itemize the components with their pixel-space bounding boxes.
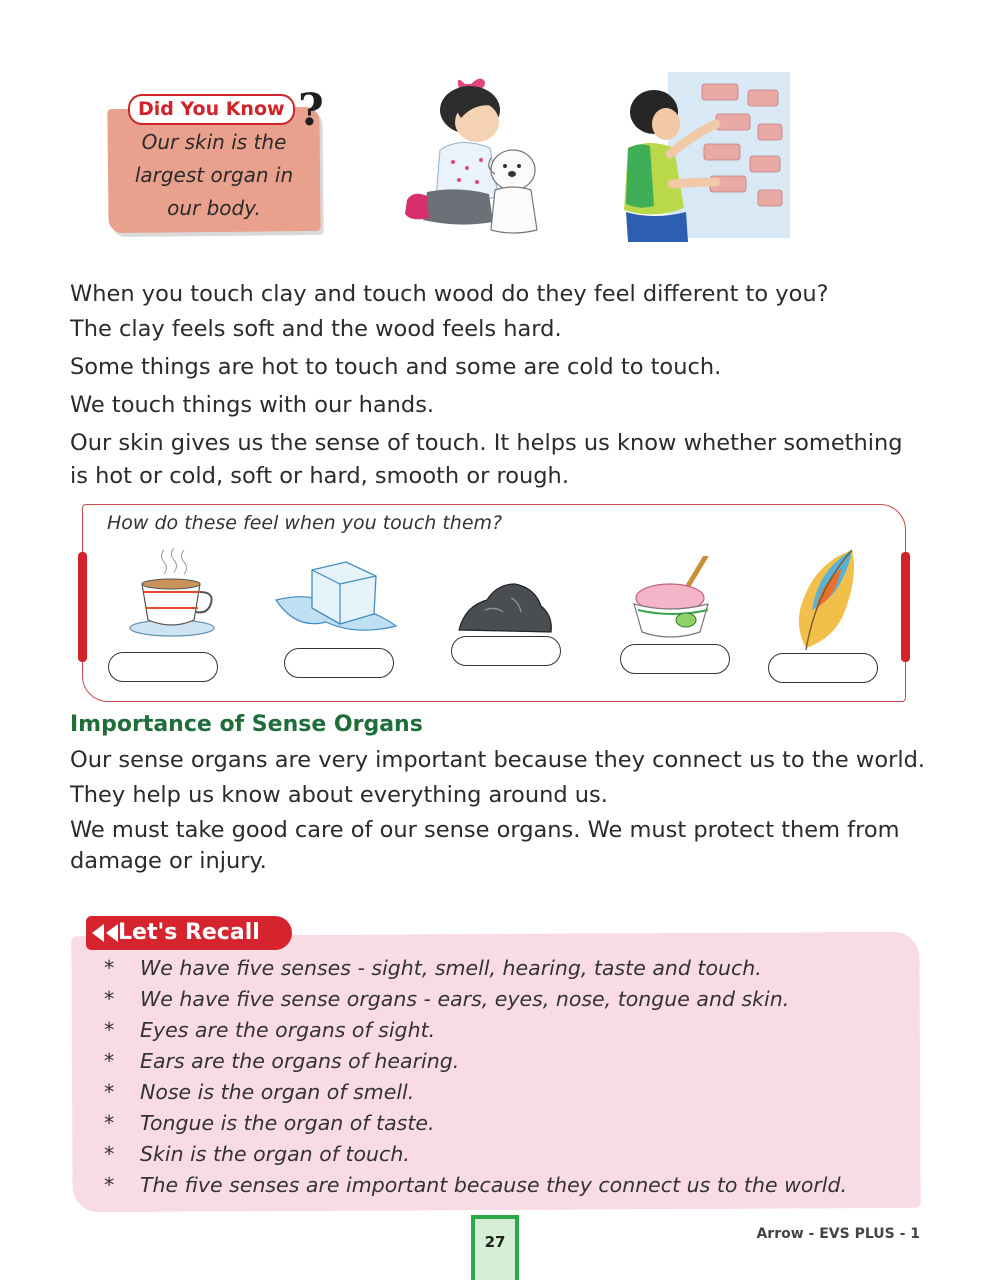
did-you-know-title: Did You Know xyxy=(128,94,295,125)
answer-blank-1[interactable] xyxy=(108,652,218,682)
recall-item: * We have five sense organs - ears, eyes, nose, tongue and skin. xyxy=(104,987,790,1011)
paragraph-4: We touch things with our hands. xyxy=(70,392,435,418)
recall-item: * Tongue is the organ of taste. xyxy=(104,1111,435,1135)
question-mark-icon: ? xyxy=(298,85,324,136)
hot-tea-cup-image xyxy=(124,546,220,638)
ice-cube-image xyxy=(268,548,402,638)
activity-question: How do these feel when you touch them? xyxy=(107,512,503,534)
book-title-footer: Arrow - EVS PLUS - 1 xyxy=(756,1226,920,1242)
paragraph-3: Some things are hot to touch and some are cold to touch. xyxy=(70,354,722,380)
recall-item: * Eyes are the organs of sight. xyxy=(104,1018,436,1042)
activity-right-bar xyxy=(901,552,910,662)
paragraph-5b: is hot or cold, soft or hard, smooth or rough. xyxy=(70,463,569,489)
importance-line-1: Our sense organs are very important because they connect us to the world. xyxy=(70,747,926,773)
recall-item: * Nose is the organ of smell. xyxy=(104,1080,415,1104)
ice-cream-image xyxy=(628,556,722,642)
feather-image xyxy=(780,546,880,652)
recall-list xyxy=(104,953,847,1201)
paragraph-1: When you touch clay and touch wood do they feel different to you? xyxy=(70,281,829,307)
answer-blank-5[interactable] xyxy=(768,653,878,683)
activity-left-bar xyxy=(78,552,87,662)
answer-blank-3[interactable] xyxy=(451,636,561,666)
recall-item: * Ears are the organs of hearing. xyxy=(104,1049,460,1073)
page-number: 27 xyxy=(471,1215,519,1280)
recall-item: * We have five senses - sight, smell, hearing, taste and touch. xyxy=(104,956,762,980)
paragraph-5a: Our skin gives us the sense of touch. It helps us know whether something xyxy=(70,430,903,456)
answer-blank-4[interactable] xyxy=(620,644,730,674)
paragraph-2: The clay feels soft and the wood feels hard. xyxy=(70,316,562,342)
recall-item: * The five senses are important because they connect us to the world. xyxy=(104,1173,848,1197)
girl-with-puppy-illustration xyxy=(395,72,560,242)
did-you-know-text: Our skin is the largest organ in our body. xyxy=(134,130,294,220)
importance-line-3: We must take good care of our sense organs. We must protect them from xyxy=(70,817,900,843)
importance-line-2: They help us know about everything around us. xyxy=(70,782,608,808)
answer-blank-2[interactable] xyxy=(284,648,394,678)
boy-touching-wall-illustration xyxy=(620,72,790,244)
importance-line-4: damage or injury. xyxy=(70,848,267,874)
rewind-icon xyxy=(90,922,120,944)
rock-image xyxy=(455,580,555,636)
recall-title: Let's Recall xyxy=(118,920,260,945)
importance-heading: Importance of Sense Organs xyxy=(70,712,423,737)
recall-item: * Skin is the organ of touch. xyxy=(104,1142,410,1166)
